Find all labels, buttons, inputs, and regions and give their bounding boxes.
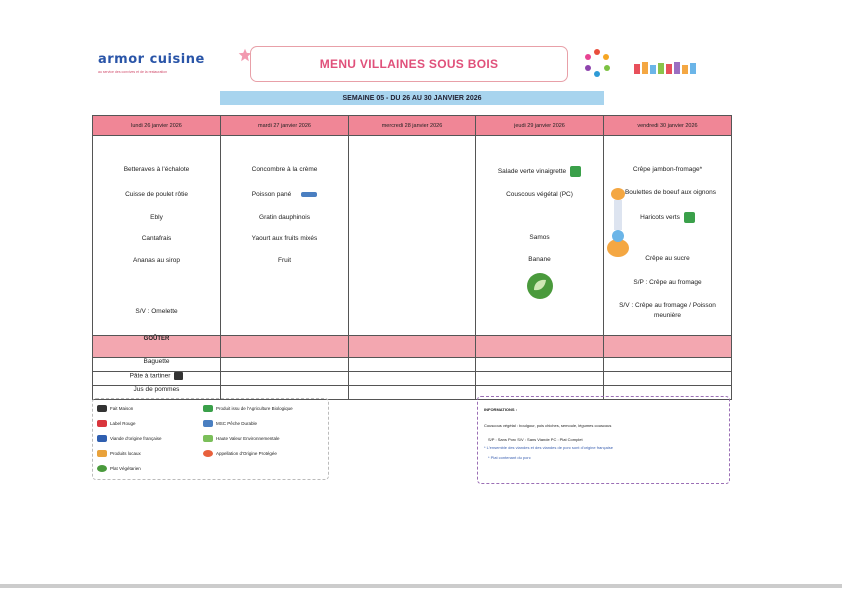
legend-entry	[97, 420, 136, 427]
legend-entry	[97, 450, 141, 457]
snack-item	[93, 372, 221, 386]
organic-ab-icon	[570, 166, 581, 177]
gouter-header-row	[93, 336, 732, 358]
organic-ab-icon	[203, 405, 213, 412]
chef-mascot-icon	[605, 186, 631, 266]
legend-label: MSC Pêche Durable	[216, 421, 258, 426]
menu-item: Yaourt aux fruits mixés	[251, 235, 318, 242]
label-rouge-icon	[97, 420, 107, 427]
empty-cell	[221, 372, 349, 386]
snack-item-text: Pâte à tartiner	[129, 372, 171, 380]
day-cell-friday	[604, 136, 732, 336]
legend-label: Label Rouge	[110, 421, 136, 426]
day-header: mardi 27 janvier 2026	[221, 116, 349, 136]
menu-row	[93, 136, 732, 336]
day-header: jeudi 29 janvier 2026	[476, 116, 604, 136]
empty-cell	[221, 336, 349, 358]
menu-item: S/V : Omelette	[135, 308, 178, 315]
title-box	[250, 46, 568, 82]
brand-tagline: au service des convives et de la restauration	[98, 70, 168, 74]
fait-maison-icon	[174, 372, 183, 380]
menu-item-text: Haricots verts	[640, 214, 680, 222]
menu-item: Crêpe au sucre	[645, 255, 690, 262]
empty-cell	[349, 372, 476, 386]
info-line: * Plat contenant du porc	[488, 455, 531, 460]
legend-entry	[97, 435, 162, 442]
legend-entry	[203, 450, 277, 457]
day-cell-thursday	[476, 136, 604, 336]
menu-item: Cuisse de poulet rôtie	[125, 191, 188, 198]
menu-item: Betteraves à l'échalote	[123, 166, 190, 173]
snack-row	[93, 372, 732, 386]
empty-cell	[476, 372, 604, 386]
empty-cell	[604, 358, 732, 372]
snack-row	[93, 358, 732, 372]
empty-cell	[476, 358, 604, 372]
empty-cell	[604, 372, 732, 386]
legend-label: Viande d'origine française	[110, 436, 162, 441]
legend-label: Fait Maison	[110, 406, 134, 411]
info-line: S/P : Sans Porc S/V : Sans Viande PC : Plat Complet	[488, 437, 583, 442]
menu-table	[92, 115, 732, 400]
legend-entry	[97, 465, 141, 472]
menu-item: S/P : Crêpe au fromage	[633, 279, 702, 286]
empty-cell	[604, 336, 732, 358]
menu-item: Boulettes de boeuf aux oignons	[624, 189, 717, 196]
day-cell-tuesday	[221, 136, 349, 336]
menu-item: Couscous végétal (PC)	[506, 191, 573, 198]
menu-item: Samos	[529, 234, 550, 241]
info-line: Couscous végétal : boulgour, pois chiches, semoule, légumes couscous	[484, 423, 612, 428]
empty-cell	[476, 336, 604, 358]
week-label: SEMAINE 05 - DU 26 AU 30 JANVIER 2026	[342, 94, 482, 102]
menu-item: Gratin dauphinois	[259, 214, 310, 221]
circle-people-logo-icon	[582, 48, 612, 78]
empty-cell	[349, 336, 476, 358]
legend-label: Plat Végétarien	[110, 466, 141, 471]
empty-cell	[349, 386, 476, 400]
menu-item: Concombre à la crème	[251, 166, 318, 173]
snack-item: Jus de pommes	[93, 386, 221, 400]
aop-icon	[203, 450, 213, 457]
menu-item-text: Salade verte vinaigrette	[497, 168, 567, 176]
info-title: INFORMATIONS :	[484, 407, 518, 412]
french-meat-icon	[97, 435, 107, 442]
day-header-row	[93, 116, 732, 136]
legend-label: Produits locaux	[110, 451, 141, 456]
menu-item: Crêpe jambon-fromage*	[632, 166, 703, 173]
snack-item: Baguette	[93, 358, 221, 372]
day-header: vendredi 30 janvier 2026	[604, 116, 732, 136]
menu-item: Banane	[528, 256, 551, 263]
menu-item: S/V : Crêpe au fromage / Poisson meunière	[619, 302, 716, 319]
legend-entry	[203, 405, 293, 412]
menu-item: Ebly	[150, 214, 163, 221]
legend-entry	[203, 435, 279, 442]
msc-fish-icon	[203, 420, 213, 427]
msc-fish-icon	[301, 192, 317, 197]
menu-item: Cantafrais	[141, 235, 172, 242]
empty-cell	[221, 358, 349, 372]
day-cell-wednesday	[349, 136, 476, 336]
day-cell-monday	[93, 136, 221, 336]
menu-item-text: Poisson pané	[251, 191, 292, 198]
legend-label: Appellation d'Origine Protégée	[216, 451, 277, 456]
empty-cell	[349, 358, 476, 372]
info-line: * L'ensemble des viandes et des viandes de porc sont d'origine française	[484, 445, 613, 450]
organic-ab-icon	[684, 212, 695, 223]
menu-item: Fruit	[278, 257, 291, 264]
page-title: MENU VILLAINES SOUS BOIS	[319, 57, 499, 71]
day-header: lundi 26 janvier 2026	[93, 116, 221, 136]
info-box	[477, 396, 730, 484]
kids-logo-icon	[632, 60, 702, 76]
legend-entry	[203, 420, 257, 427]
menu-item	[221, 191, 348, 198]
gouter-label: GOÛTER	[93, 336, 221, 358]
legend-box	[92, 398, 329, 480]
hve-icon	[203, 435, 213, 442]
vegetarian-leaf-icon	[526, 272, 554, 300]
legend-label: Produit issu de l'Agriculture Biologique	[216, 406, 293, 411]
brand-logo: armor cuisine	[98, 52, 205, 67]
day-header: mercredi 28 janvier 2026	[349, 116, 476, 136]
local-products-icon	[97, 450, 107, 457]
menu-item	[476, 166, 603, 177]
vegetarian-leaf-icon	[97, 465, 107, 472]
scan-edge	[0, 584, 842, 588]
legend-entry	[97, 405, 133, 412]
menu-item: Ananas au sirop	[133, 257, 180, 264]
legend-label: Haute Valeur Environnementale	[216, 436, 280, 441]
fait-maison-icon	[97, 405, 107, 412]
menu-item	[604, 212, 731, 223]
week-banner	[220, 91, 604, 105]
